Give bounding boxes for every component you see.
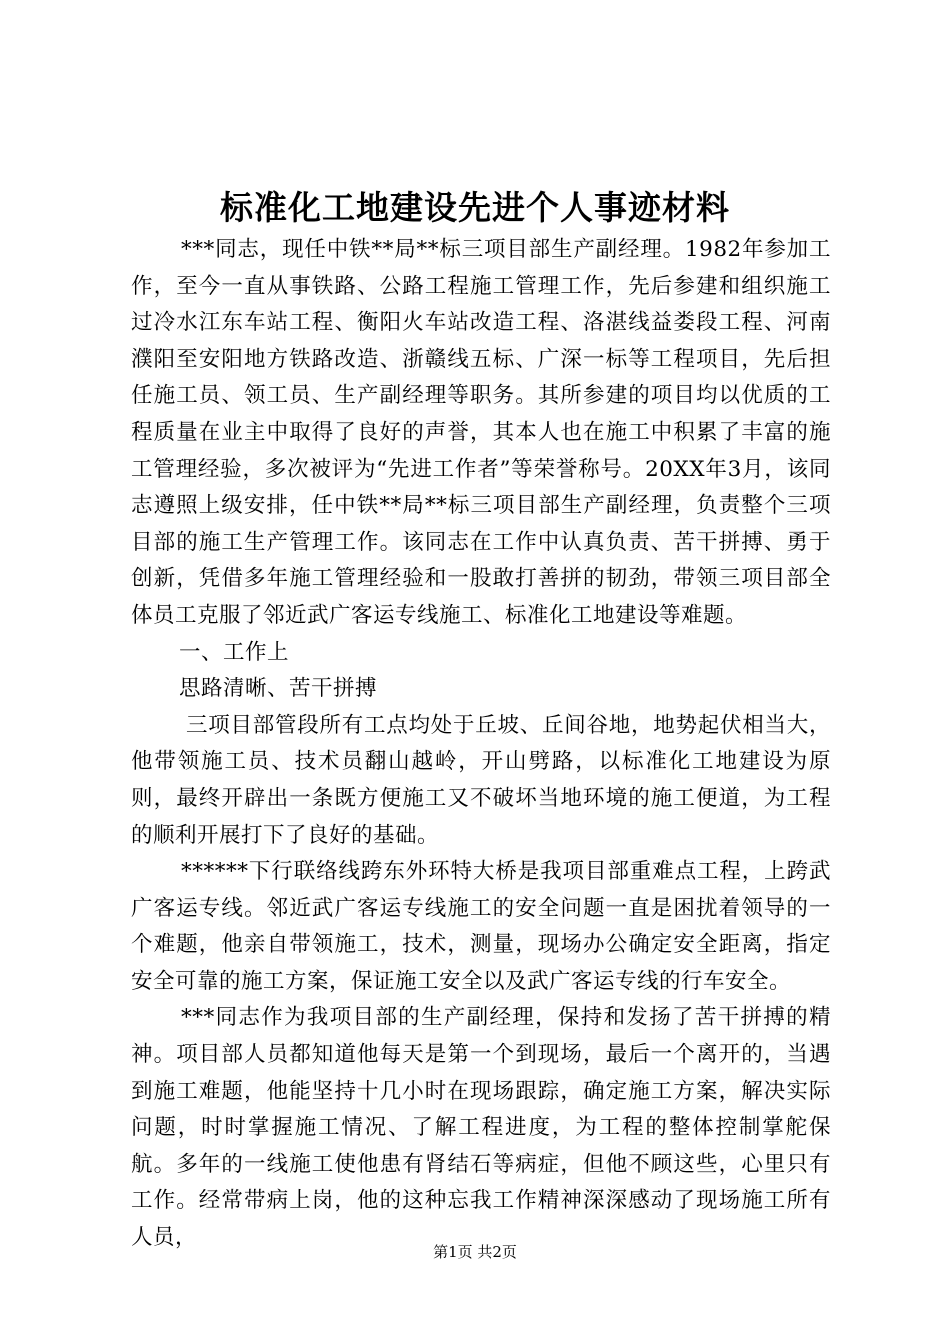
- document-body: [131, 232, 831, 1257]
- paragraph-dedication: ***同志作为我项目部的生产副经理，保持和发扬了苦干拼搏的精神。项目部人员都知道他每天是第一个到现场，最后一个离开的，当遇到施工难题，他能坚持十几小时在现场跟踪，确定施工方案，解决实际问题，时时掌握施工情况、了解工程进度，为工程的整体控制掌舵保航。多年的一线施工使他患有肾结石等病症，但他不顾这些，心里只有工作。经常带病上岗，他的这种忘我工作精神深深感动了现场施工所有人员，: [131, 1005, 831, 1251]
- page-footer: 第1页 共2页: [433, 1243, 517, 1261]
- document-title: 标准化工地建设先进个人事迹材料: [220, 188, 730, 227]
- paragraph-bridge: ******下行联络线跨东外环特大桥是我项目部重难点工程，上跨武广客运专线。邻近武广客运专线施工的安全问题一直是困扰着领导的一个难题，他亲自带领施工，技术，测量，现场办公确定安全距离，指定安全可靠的施工方案，保证施工安全以及武广客运专线的行车安全。: [131, 859, 831, 994]
- paragraph-intro: ***同志，现任中铁**局**标三项目部生产副经理。1982年参加工作，至今一直从事铁路、公路工程施工管理工作，先后参建和组织施工过冷水江东车站工程、衡阳火车站改造工程、洛湛线益娄段工程、河南濮阳至安阳地方铁路改造、浙赣线五标、广深一标等工程项目，先后担任施工员、领工员、生产副经理等职务。其所参建的项目均以优质的工程质量在业主中取得了良好的声誉，其本人也在施工中积累了丰富的施工管理经验，多次被评为“先进工作者”等荣誉称号。20XX年3月，该同志遵照上级安排，任中铁**局**标三项目部生产副经理，负责整个三项目部的施工生产管理工作。该同志在工作中认真负责、苦干拼搏、勇于创新，凭借多年施工管理经验和一股敢打善拼的韧劲，带领三项目部全体员工克服了邻近武广客运专线施工、标准化工地建设等难题。: [131, 237, 831, 628]
- section-subheading: 思路清晰、苦干拼搏: [179, 676, 378, 702]
- paragraph-road: 三项目部管段所有工点均处于丘坡、丘间谷地，地势起伏相当大，他带领施工员、技术员翻山越岭，开山劈路，以标准化工地建设为原则，最终开辟出一条既方便施工又不破坏当地环境的施工便道，为工程的顺利开展打下了良好的基础。: [131, 712, 831, 848]
- section-heading: 一、工作上: [179, 639, 290, 665]
